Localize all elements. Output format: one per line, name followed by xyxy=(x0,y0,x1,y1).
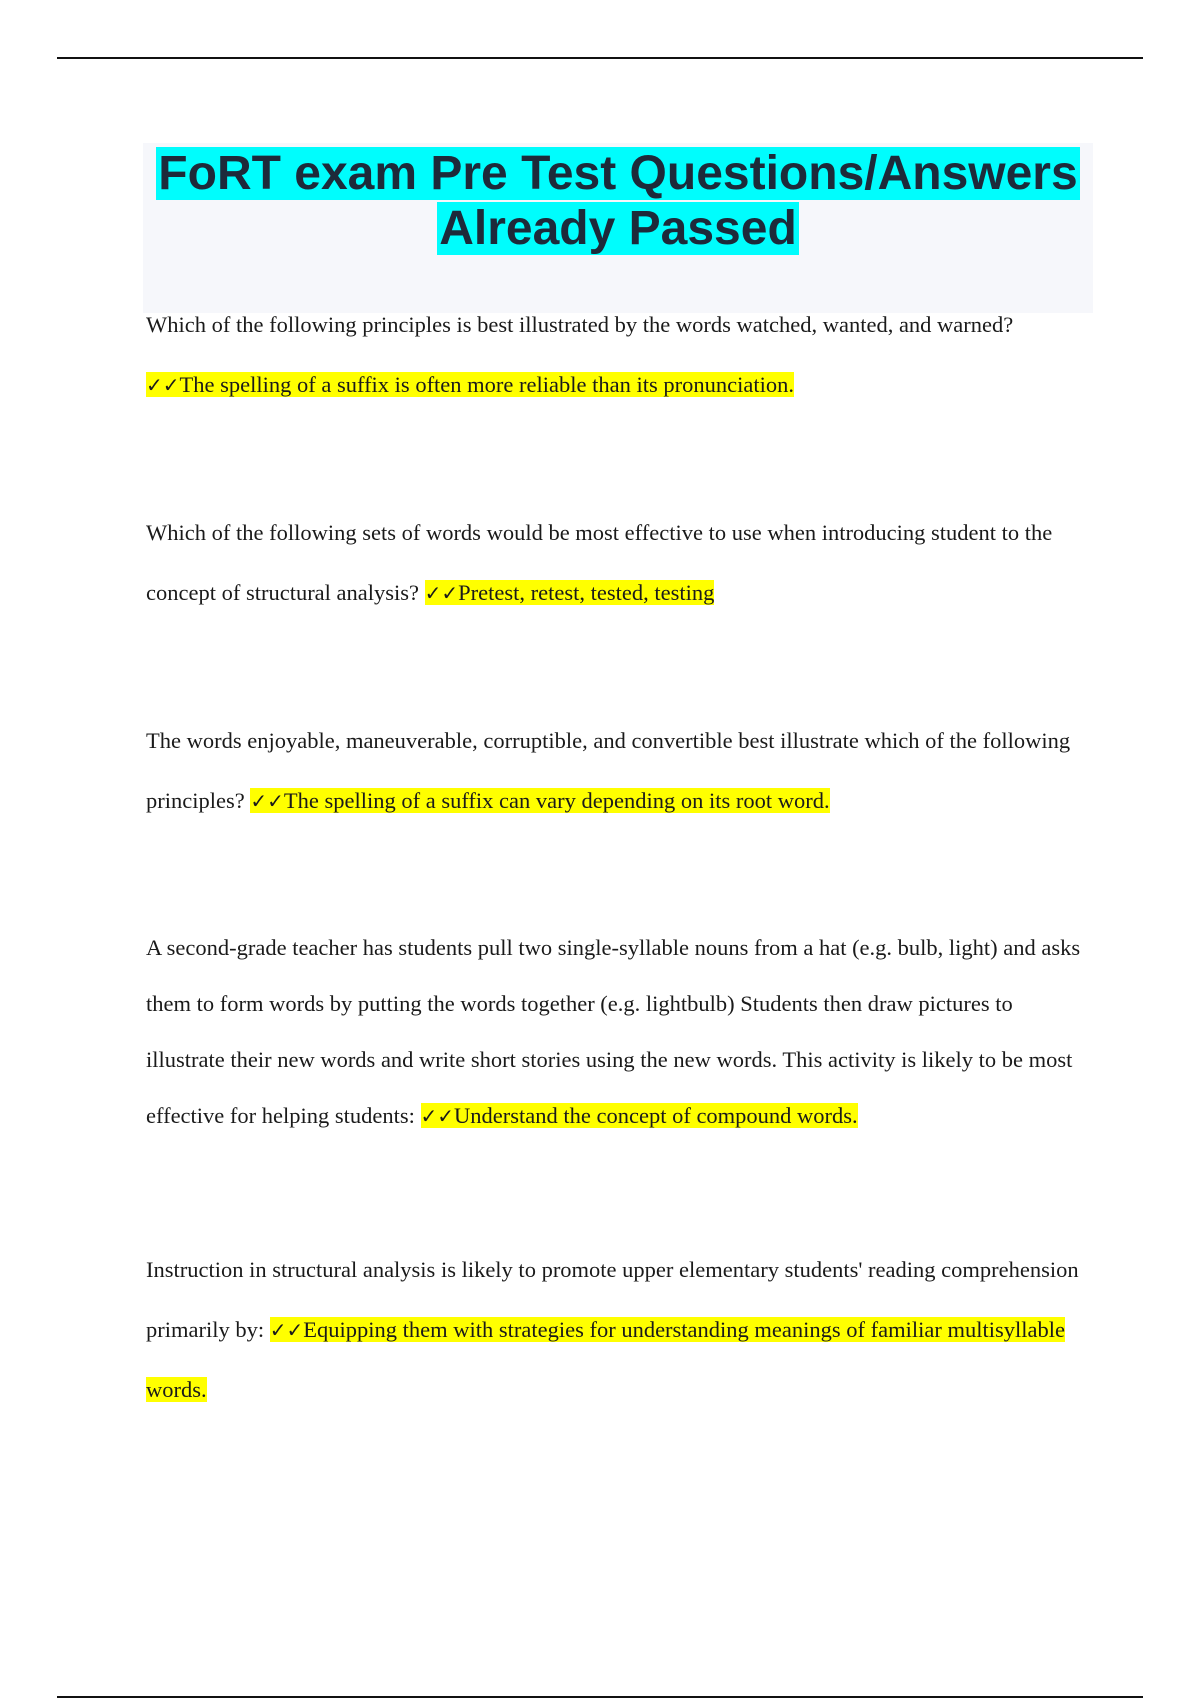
check-icon: ✓✓ xyxy=(424,581,459,605)
qa-item xyxy=(146,295,1096,415)
document-title xyxy=(143,143,1093,256)
question-text: A second-grade teacher has students pull two single-syllable nouns from a hat (e.g. bulb, light) and asks them to form words by putting the words together (e.g. lightbulb) Students then draw pictures to illustrate their new words and write short stories using the new words. This activity is likely to be most effective for helping students: xyxy=(146,935,1081,1128)
check-icon: ✓✓ xyxy=(250,789,284,813)
question-text: Which of the following sets of words would be most effective to use when introducing student to the concept of structural analysis? xyxy=(146,520,1053,605)
answer-text: The spelling of a suffix can vary depending on its root word. xyxy=(283,788,830,813)
answer-highlight xyxy=(146,1317,1065,1402)
qa-item xyxy=(146,1240,1096,1420)
title-line-2: Already Passed xyxy=(439,202,797,255)
question-text: Instruction in structural analysis is likely to promote upper elementary students' reading comprehension primarily by: xyxy=(146,1257,1079,1342)
answer-text: Equipping them with strategies for understanding meanings of familiar multisyllable words. xyxy=(146,1317,1065,1402)
check-icon: ✓✓ xyxy=(420,1104,455,1128)
answer-text: Understand the concept of compound words. xyxy=(454,1103,858,1128)
answer-highlight xyxy=(425,580,715,605)
question-text: The words enjoyable, maneuverable, corruptible, and convertible best illustrate which of the following principles? xyxy=(146,728,1071,813)
check-icon: ✓✓ xyxy=(146,373,180,397)
question-text: Which of the following principles is best illustrated by the words watched, wanted, and warned? xyxy=(146,312,1014,337)
answer-highlight xyxy=(250,788,829,813)
answer-highlight xyxy=(421,1103,858,1128)
answer-text: Pretest, retest, tested, testing xyxy=(458,580,715,605)
qa-item xyxy=(146,920,1096,1144)
qa-item xyxy=(146,503,1096,623)
bottom-rule xyxy=(57,1696,1143,1698)
check-icon: ✓✓ xyxy=(269,1318,304,1342)
title-line-1: FoRT exam Pre Test Questions/Answers xyxy=(158,147,1078,200)
top-rule xyxy=(57,57,1143,59)
answer-highlight xyxy=(146,372,794,397)
qa-item xyxy=(146,711,1096,831)
title-block xyxy=(143,143,1093,313)
answer-text: The spelling of a suffix is often more reliable than its pronunciation. xyxy=(179,372,794,397)
